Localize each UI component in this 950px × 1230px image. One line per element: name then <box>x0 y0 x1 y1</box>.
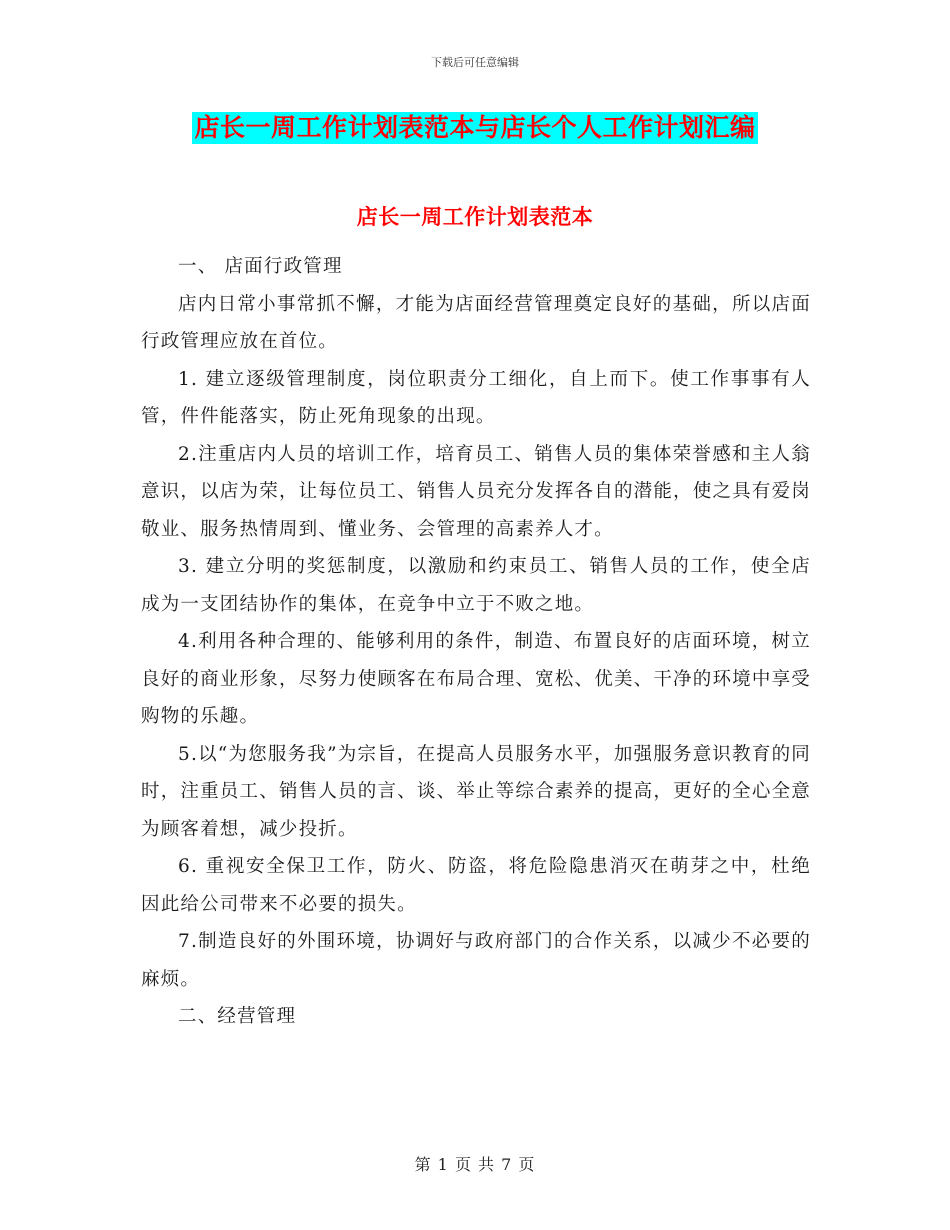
section-heading: 一、 店面行政管理 <box>178 256 343 277</box>
paragraph: 7.制造良好的外围环境，协调好与政府部门的合作关系，以减少不必要的麻烦。 <box>141 931 811 990</box>
sub-title: 店长一周工作计划表范本 <box>356 205 594 229</box>
paragraph: 6. 重视安全保卫工作，防火、防盗，将危险隐患消灭在萌芽之中，杜绝因此给公司带来不必要的损失。 <box>141 856 811 915</box>
section-heading: 二、经营管理 <box>178 1006 297 1027</box>
paragraph: 1. 建立逐级管理制度，岗位职责分工细化，自上而下。使工作事事有人管，件件能落实，防止死角现象的出现。 <box>141 368 811 427</box>
paragraph: 店内日常小事常抓不懈，才能为店面经营管理奠定良好的基础，所以店面行政管理应放在首位。 <box>141 293 811 352</box>
main-title: 店长一周工作计划表范本与店长个人工作计划汇编 <box>194 113 756 142</box>
paragraph: 4.利用各种合理的、能够利用的条件，制造、布置良好的店面环境，树立良好的商业形象，尽努力使顾客在布局合理、宽松、优美、干净的环境中享受购物的乐趣。 <box>141 631 811 727</box>
paragraph: 2.注重店内人员的培训工作，培育员工、销售人员的集体荣誉感和主人翁意识，以店为荣，让每位员工、销售人员充分发挥各自的潜能，使之具有爱岗敬业、服务热情周到、懂业务、会管理的高素养人才。 <box>141 443 811 540</box>
page-footer: 第 1 页 共 7 页 <box>414 1155 536 1174</box>
paragraph: 3. 建立分明的奖惩制度，以激励和约束员工、销售人员的工作，使全店成为一支团结协作的集体，在竞争中立于不败之地。 <box>141 556 811 615</box>
header-note: 下载后可任意编辑 <box>431 56 519 69</box>
paragraph: 5.以“为您服务我”为宗旨，在提高人员服务水平，加强服务意识教育的同时，注重员工、销售人员的言、谈、举止等综合素养的提高，更好的全心全意为顾客着想，减少投折。 <box>141 743 811 840</box>
main-title-wrap <box>0 112 950 144</box>
body-text <box>141 248 811 1036</box>
